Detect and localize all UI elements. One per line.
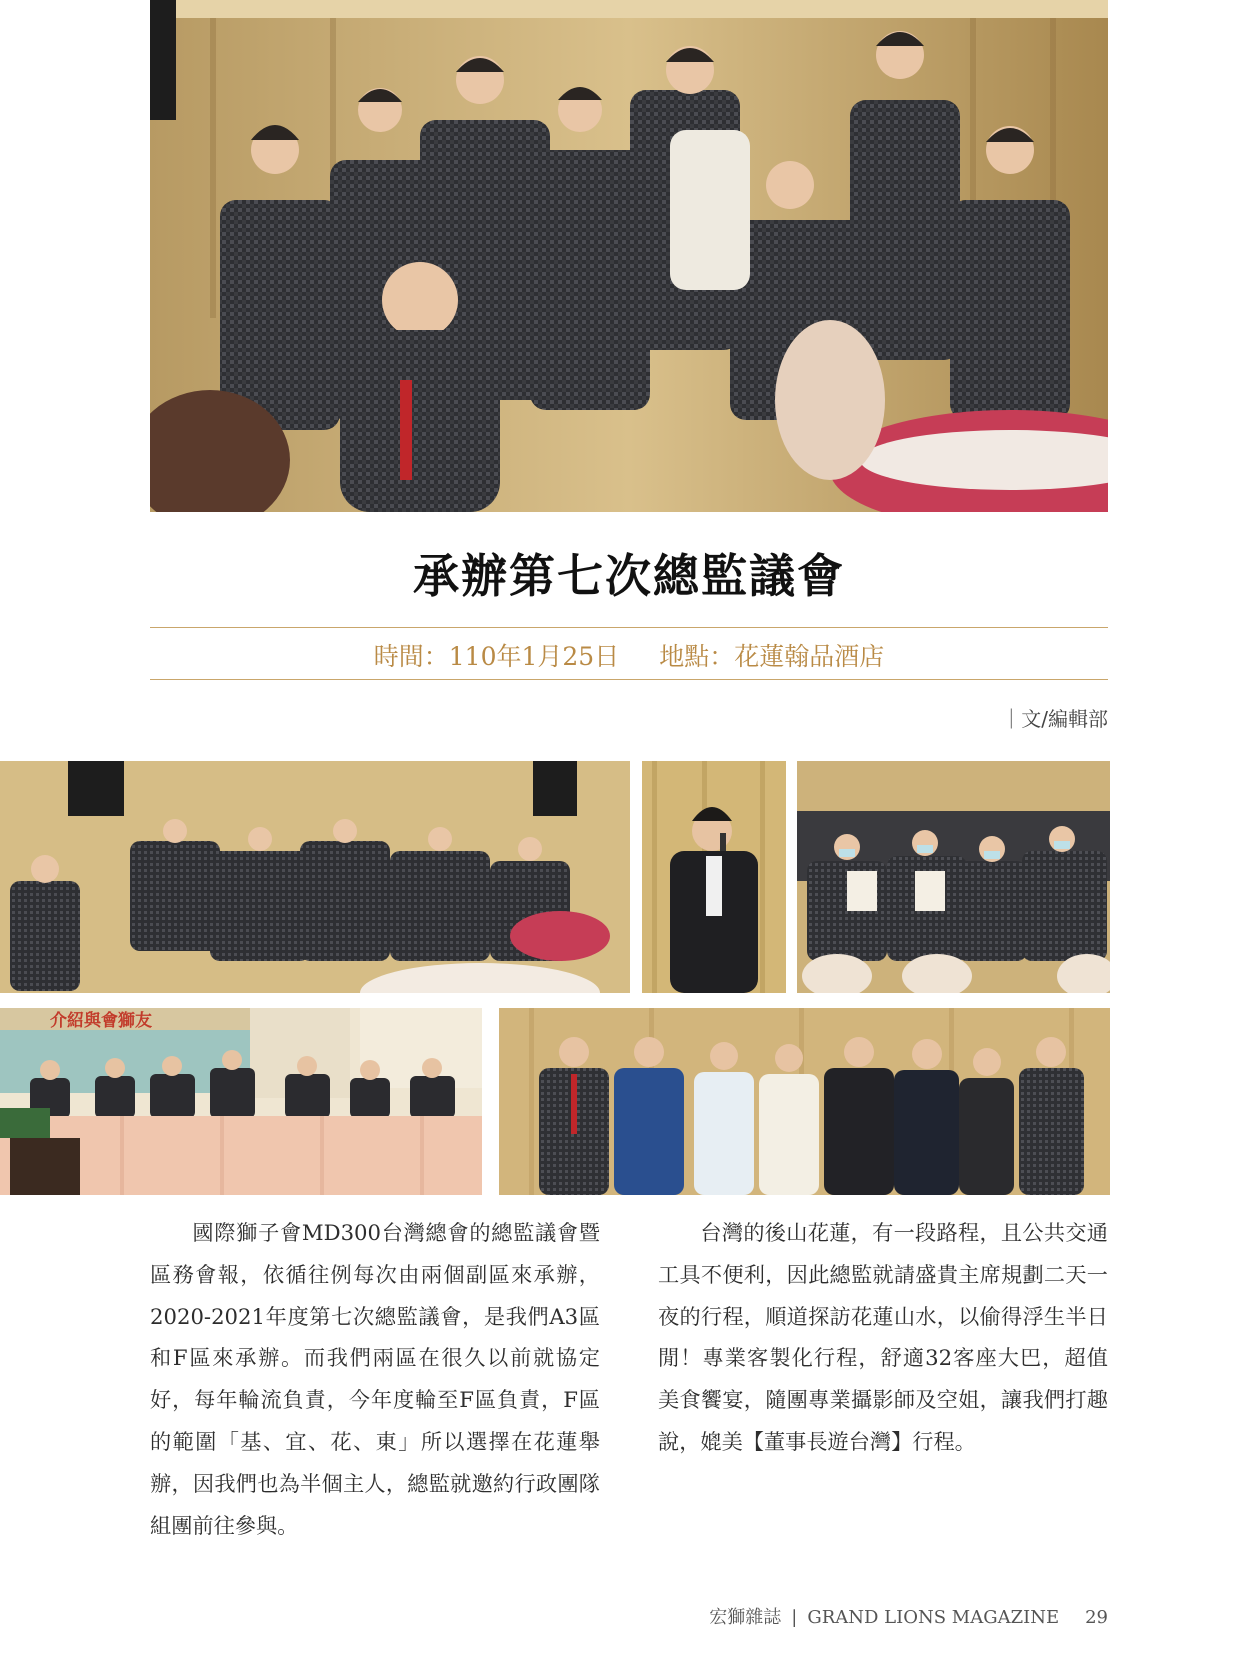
byline: ｜文/編輯部	[1001, 707, 1108, 731]
event-place: 地點：花蓮翰品酒店	[659, 642, 885, 671]
event-time: 時間：110年1月25日	[373, 642, 620, 671]
article-paragraph-1: 國際獅子會MD300台灣總會的總監議會暨區務會報，依循往例每次由兩個副區來承辦，2020-2021年度第七次總監議會，是我們A3區和F區來承辦。而我們兩區在很久以前就協定好，每年輪流負責，今年度輪至F區負責，F區的範圍「基、宜、花、東」所以選擇在花蓮舉辦，因我們也為半個主人，總監就邀約行政團隊組團前往參與。	[150, 1220, 600, 1538]
magazine-name-en: GRAND LIONS MAGAZINE	[807, 1607, 1060, 1628]
seated-members-photo	[797, 761, 1110, 993]
title-divider-top	[150, 627, 1108, 628]
footer-separator: |	[791, 1607, 798, 1628]
event-meta	[150, 637, 1108, 673]
title-divider-bottom	[150, 679, 1108, 680]
page-number: 29	[1085, 1607, 1108, 1628]
hero-group-photo	[150, 0, 1108, 512]
magazine-name-zh: 宏獅雜誌	[709, 1607, 782, 1628]
speaker-microphone-photo	[642, 761, 786, 993]
stage-lineup-photo	[499, 1008, 1110, 1195]
head-table-photo	[0, 1008, 482, 1195]
article-title: 承辦第七次總監議會	[413, 549, 845, 603]
page-footer	[709, 1603, 1108, 1629]
dance-group-photo	[0, 761, 630, 993]
photo-banner-text: 介紹與會獅友	[50, 1011, 152, 1031]
article-paragraph-2: 台灣的後山花蓮，有一段路程，且公共交通工具不便利，因此總監就請盛貴主席規劃二天一夜的行程，順道探訪花蓮山水，以偷得浮生半日閒！專業客製化行程，舒適32客座大巴，超值美食饗宴，隨團專業攝影師及空姐，讓我們打趣說，媲美【董事長遊台灣】行程。	[658, 1220, 1108, 1454]
